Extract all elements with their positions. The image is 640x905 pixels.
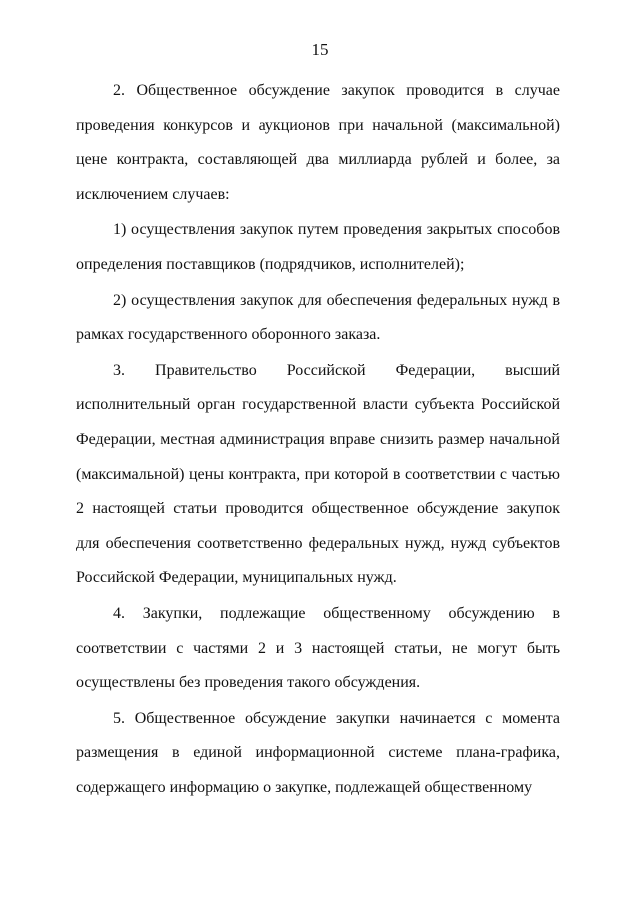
paragraph-3: 3. Правительство Российской Федерации, высший исполнительный орган государственной власти субъекта Российской Федерации, местная администрация вправе снизить размер начальной (максимальной) цены контракта, при которой в соответствии с частью 2 настоящей статьи проводится общественное обсуждение закупок для обеспечения соответственно федеральных нужд, нужд субъектов Российской Федерации, муниципальных нужд. [76,361,560,587]
paragraph-2: 2. Общественное обсуждение закупок проводится в случае проведения конкурсов и аукционов при начальной (максимальной) цене контракта, составляющей два миллиарда рублей и более, за исключением случаев: [76,82,560,203]
paragraph-2-item-1: 1) осуществления закупок путем проведения закрытых способов определения поставщиков (подрядчиков, исполнителей); [76,221,560,273]
document-body [76,74,560,805]
paragraph-2-item-2: 2) осуществления закупок для обеспечения федеральных нужд в рамках государственного оборонного заказа. [76,291,560,344]
paragraph-5: 5. Общественное обсуждение закупки начинается с момента размещения в единой информационной системе плана-графика, содержащего информацию о закупке, подлежащей общественному [76,709,560,796]
paragraph-4: 4. Закупки, подлежащие общественному обсуждению в соответствии с частями 2 и 3 настоящей статьи, не могут быть осуществлены без проведения такого обсуждения. [76,604,560,692]
page-number: 15 [311,40,329,59]
